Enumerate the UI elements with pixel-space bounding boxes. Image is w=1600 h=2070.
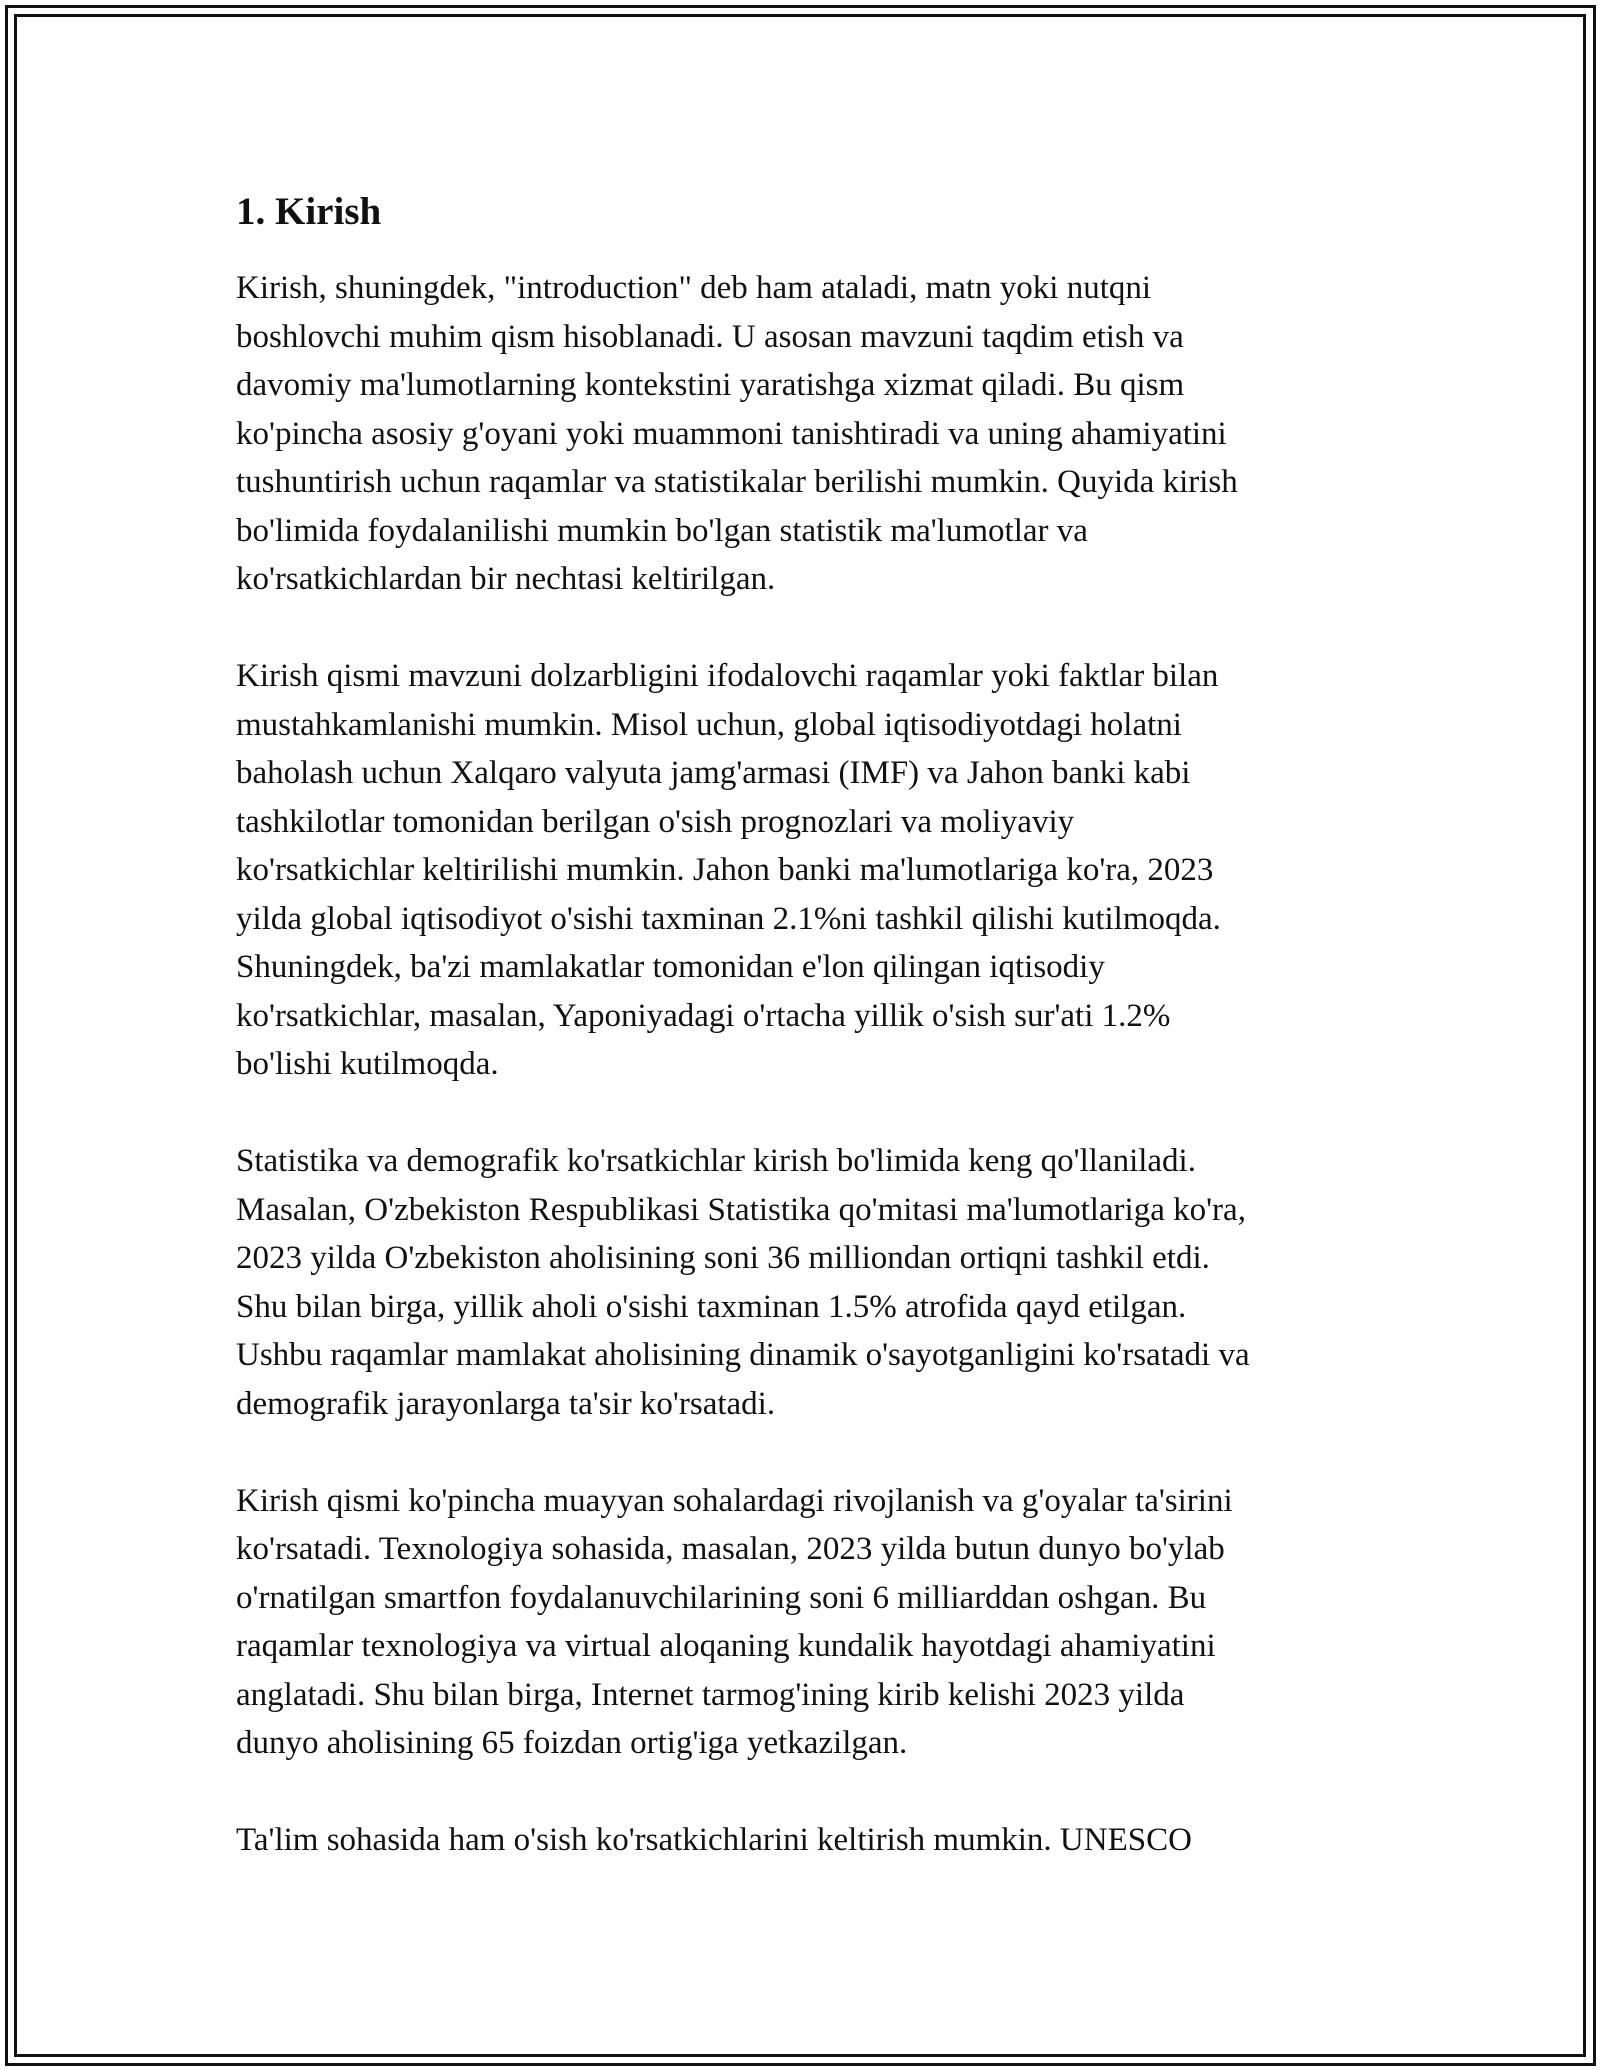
paragraph-education: Ta'lim sohasida ham o'sish ko'rsatkichlarini keltirish mumkin. UNESCO	[236, 1822, 1192, 1858]
paragraph-technology: Kirish qismi ko'pincha muayyan sohalardagi rivojlanish va g'oyalar ta'sirini ko'rsatadi. Texnologiya sohasida, masalan, 2023 yilda butun dunyo bo'ylab o'rnatilgan smartfon foydalanuvchilarining soni 6 milliarddan oshgan. Bu raqamlar texnologiya va virtual aloqaning kundalik hayotdagi ahamiyatini anglatadi. Shu bilan birga, Internet tarmog'ining kirib kelishi 2023 yilda dunyo aholisining 65 foizdan ortig'iga yetkazilgan.	[236, 1482, 1233, 1761]
paragraph-demography: Statistika va demografik ko'rsatkichlar kirish bo'limida keng qo'llaniladi. Masalan, O'zbekiston Respublikasi Statistika qo'mitasi ma'lumotlariga ko'ra, 2023 yilda O'zbekiston aholisining soni 36 milliondan ortiqni tashkil etdi. Shu bilan birga, yillik aholi o'sishi taxminan 1.5% atrofida qayd etilgan. Ushbu raqamlar mamlakat aholisining dinamik o'sayotganligini ko'rsatadi va demografik jarayonlarga ta'sir ko'rsatadi.	[236, 1143, 1250, 1422]
section-heading: 1. Kirish	[236, 190, 382, 233]
paragraph-introduction: Kirish, shuningdek, "introduction" deb ham ataladi, matn yoki nutqni boshlovchi muhim qism hisoblanadi. U asosan mavzuni taqdim etish va davomiy ma'lumotlarning kontekstini yaratishga xizmat qiladi. Bu qism ko'pincha asosiy g'oyani yoki muammoni tanishtiradi va uning ahamiyatini tushuntirish uchun raqamlar va statistikalar berilishi mumkin. Quyida kirish bo'limida foydalanilishi mumkin bo'lgan statistik ma'lumotlar va ko'rsatkichlardan bir nechtasi keltirilgan.	[236, 270, 1238, 597]
paragraph-economy: Kirish qismi mavzuni dolzarbligini ifodalovchi raqamlar yoki faktlar bilan mustahkamlanishi mumkin. Misol uchun, global iqtisodiyotdagi holatni baholash uchun Xalqaro valyuta jamg'armasi (IMF) va Jahon banki kabi tashkilotlar tomonidan berilgan o'sish prognozlari va moliyaviy ko'rsatkichlar keltirilishi mumkin. Jahon banki ma'lumotlariga ko'ra, 2023 yilda global iqtisodiyot o'sishi taxminan 2.1%ni tashkil qilishi kutilmoqda. Shuningdek, ba'zi mamlakatlar tomonidan e'lon qilingan iqtisodiy ko'rsatkichlar, masalan, Yaponiyadagi o'rtacha yillik o'sish sur'ati 1.2% bo'lishi kutilmoqda.	[236, 658, 1221, 1082]
document-body	[236, 188, 1386, 1913]
